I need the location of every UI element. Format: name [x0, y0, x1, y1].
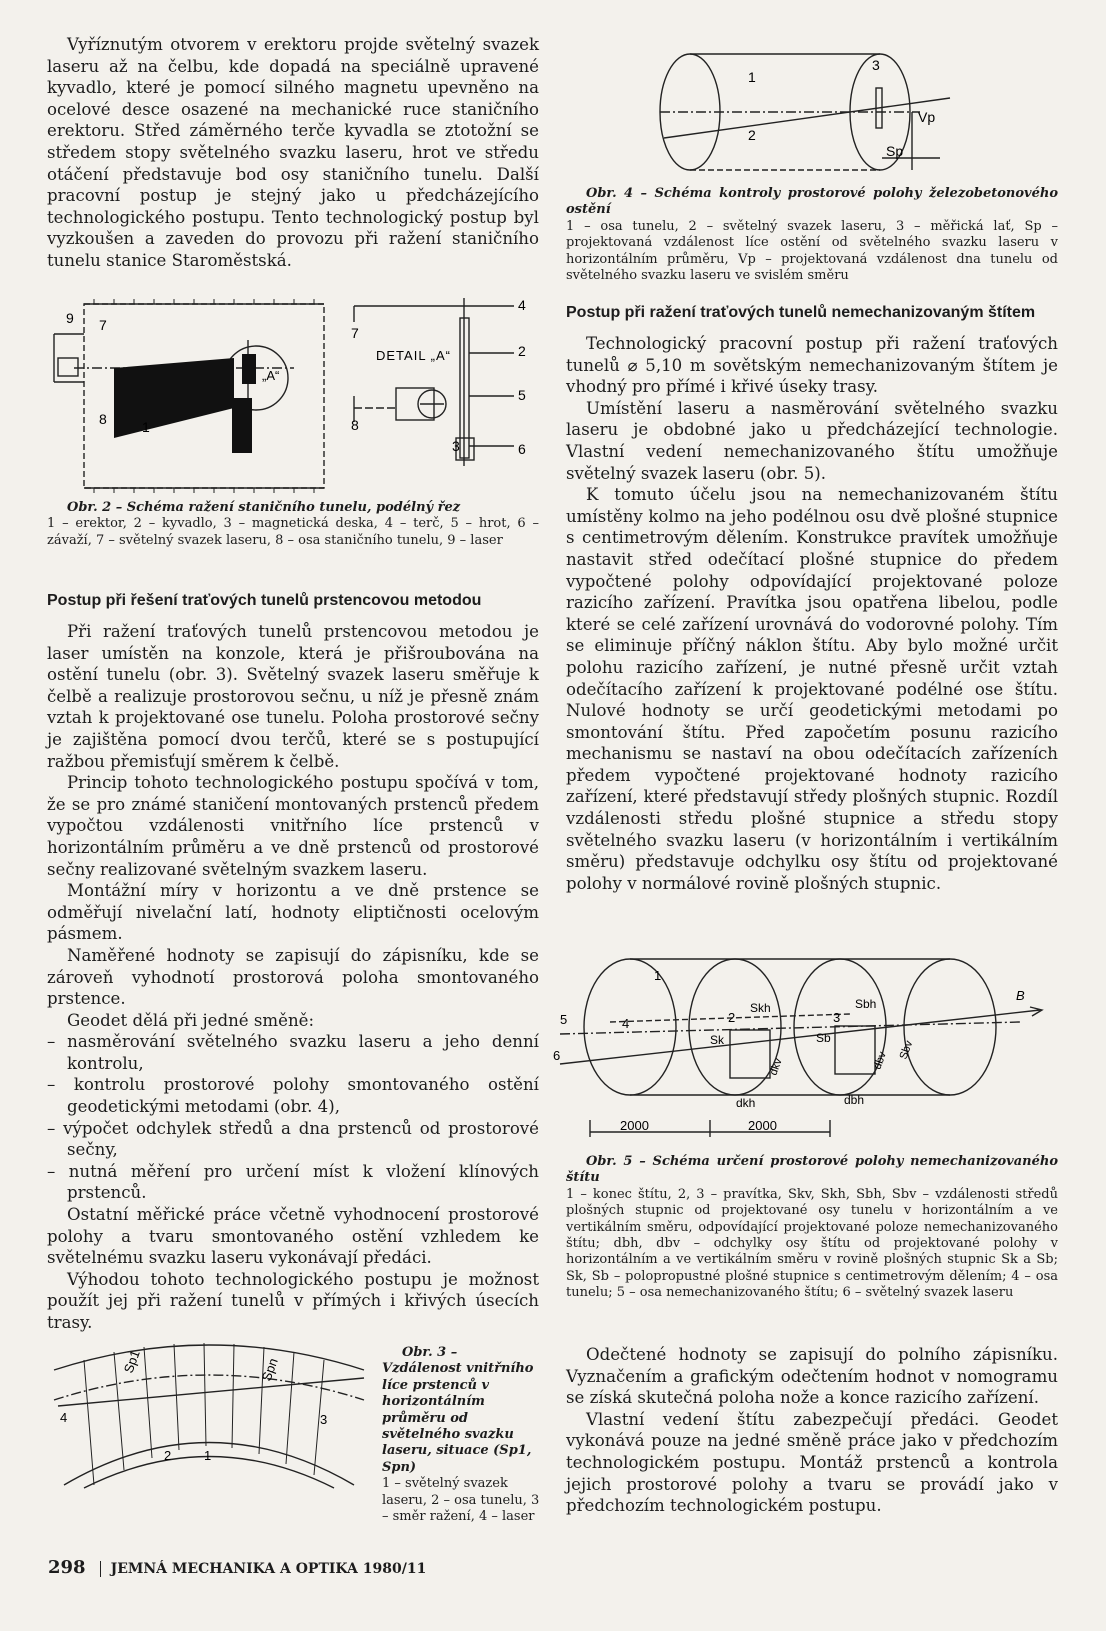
list-item: – výpočet odchylek středů a dna prstenců od prostorové sečny, — [47, 1118, 539, 1161]
paragraph: Umístění laseru a nasměrování světelného svazku laseru je obdobné jako u předcházející technologie. Vlastní vedení nemechanizovaného štítu umožňuje světelný svazek laseru (obr. 5). — [566, 398, 1058, 483]
page-footer — [48, 1557, 426, 1578]
paragraph: K tomuto účelu jsou na nemechanizovaném štítu umístěny kolmo na jeho podélnou osu dvě plošné stupnice s centimetrovým dělením. Konstrukce pravítek umožňuje nastavit střed odečítací plošné stupnice do předem vypočtené polohy odpovídající projektované poloze razicího zařízení. Pravítka jsou opatřena libelou, podle které se celé zařízení urovnává do vodorovné polohy. Tím se eliminuje příčný náklon štítu. Aby bylo možné určit polohu razicího zařízení, je nutné přesně určit vztah odečítacího zařízení k projektované podélné ose štítu. Nulové hodnoty se určí geodetickými metodami po smontování štítu. Před započetím posunu razicího mechanismu se nastaví na obou odečítacích zařízeních předem vypočtené projektované hodnoty razicího zařízení, které představují středy plošných stupnic. Rozdíl vzdálenosti středu plošné stupnice a středu stopy světelného svazku laseru (v horizontálním i vertikálním směru) představuje odchylku osy štítu od projektované polohy v normálové rovině plošných stupnic. — [566, 485, 1058, 893]
figure-4 — [650, 48, 980, 176]
caption-text: 1 – osa tunelu, 2 – světelný svazek laseru, 3 – měřická lať, Sp – projektovaná vzdálenost líce ostění od světelného svazku laseru v horizontálním průměru, Vp – projektovaná vzdálenost dna tunelu od světelného svazku laseru ve svislém směru — [566, 218, 1058, 284]
fig5-label-2: 2 — [728, 1010, 736, 1025]
fig2-label-a: „A“ — [262, 368, 280, 383]
fig5-label-sbv: Sbv — [897, 1039, 916, 1062]
footer-divider — [100, 1561, 101, 1577]
fig2-detail-4: 4 — [518, 298, 526, 313]
figure-2 — [44, 298, 544, 494]
paragraph: Výhodou tohoto technologického postupu je možnost použít jej při ražení tunelů v přímých i křivých úsecích trasy. — [47, 1269, 539, 1332]
fig4-label-1: 1 — [748, 69, 756, 85]
paragraph: Montážní míry v horizontu a ve dně prstence se odměřují nivelační latí, hodnoty eliptičnosti ocelovým pásmem. — [47, 881, 539, 944]
fig3-label-2: 2 — [164, 1448, 172, 1463]
caption-text: 1 – konec štítu, 2, 3 – pravítka, Skv, Skh, Sbh, Sbv – vzdálenosti středů plošných stupnic od projektované osy tunelu v horizontálním a ve vertikálním směru, odpovídající projektované poloze nemechanizovaného štítu; dbh, dbv – odchylky osy štítu od projektované polohy v horizontálním a ve vertikálním směru v rovině plošných stupnic Sk a Sb; Sk, Sb – polopropustné plošné stupnice s centimetrovým dělením; 4 – osa tunelu; 5 – osa nemechanizovaného štítu; 6 – světelný svazek laseru — [566, 1186, 1058, 1301]
fig5-label-skh: Skh — [750, 1001, 771, 1015]
paragraph: Vlastní vedení štítu zabezpečují předáci. Geodet vykonává pouze na jedné směně práce jako v předchozím technologickém postupu. Montáž prstenců a kontrola jejich prostorové polohy a tvaru se provádí jako v předchozím technologickém postupu. — [566, 1409, 1058, 1516]
fig2-detail-6: 6 — [518, 441, 526, 457]
figure-3 — [44, 1330, 374, 1490]
fig5-label-dkh: dkh — [736, 1096, 756, 1110]
paragraph: Při ražení traťových tunelů prstencovou metodou je laser umístěn na konzole, která je přišroubována na ostění tunelu (obr. 3). Světelný svazek laseru směřuje k čelbě a realizuje prostorovou sečnu, u níž je přesně znám vztah k projektované ose tunelu. Poloha prostorové sečny je zajištěna pomocí dvou terčů, které se s postupující ražbou přemisťují směrem k čelbě. — [47, 622, 539, 771]
fig2-label-8: 8 — [99, 411, 107, 427]
fig5-label-3: 3 — [833, 1010, 841, 1025]
task-list — [47, 1031, 539, 1204]
fig5-label-5: 5 — [560, 1012, 568, 1027]
fig3-label-spn: Spn — [258, 1356, 281, 1384]
caption-text: 1 – erektor, 2 – kyvadlo, 3 – magnetická deska, 4 – terč, 5 – hrot, 6 – závaží, 7 – světelný svazek laseru, 8 – osa staničního tunelu, 9 – laser — [47, 516, 539, 548]
fig3-caption — [382, 1345, 540, 1525]
left-section-2 — [47, 590, 539, 1334]
fig2-label-9: 9 — [66, 310, 74, 326]
fig5-label-dkv: dkv — [767, 1056, 785, 1078]
caption-label: Obr. 5 – Schéma určení prostorové polohy nemechanizovaného štítu — [566, 1154, 1058, 1186]
fig2-detail-5: 5 — [518, 387, 526, 403]
fig2-label-7: 7 — [99, 317, 107, 333]
paragraph: Geodet dělá při jedné směně: — [67, 1010, 315, 1030]
fig5-label-dbv: dbv — [871, 1050, 889, 1072]
paragraph: Odečtené hodnoty se zapisují do polního zápisníku. Vyznačením a grafickým odečtením hodnot v nomogramu se získá skutečná poloha nože a konce razicího zařízení. — [566, 1345, 1058, 1408]
fig5-label-dbh: dbh — [844, 1093, 865, 1107]
caption-text: 1 – světelný svazek laseru, 2 – osa tunelu, 3 – směr ražení, 4 – laser — [382, 1476, 540, 1525]
fig3-label-4: 4 — [60, 1410, 68, 1425]
journal-name: JEMNÁ MECHANIKA A OPTIKA 1980/11 — [110, 1561, 427, 1577]
list-item: – kontrolu prostorové polohy smontovaného ostění geodetickými metodami (obr. 4), — [47, 1074, 539, 1117]
page-number: 298 — [48, 1557, 86, 1578]
fig4-label-3: 3 — [872, 57, 880, 73]
fig3-label-1: 1 — [204, 1448, 212, 1463]
fig2-detail-2: 2 — [518, 343, 526, 359]
paragraph: Princip tohoto technologického postupu spočívá v tom, že se pro známé staničení montovaných prstenců předem vypočtou vzdálenosti vnitřního líce prstenců v horizontálním průměru a ve dně prstenců od prostorové sečny realizované světelným svazkem laseru. — [47, 773, 539, 879]
fig5-label-6: 6 — [553, 1048, 561, 1063]
section-heading: Postup při ražení traťových tunelů nemechanizovaným štítem — [566, 304, 1036, 321]
caption-label: Obr. 2 – Schéma ražení staničního tunelu, podélný řez — [67, 500, 461, 515]
fig2-detail-8: 8 — [351, 417, 359, 433]
fig2-label-1: 1 — [142, 419, 150, 435]
fig2-detail-7: 7 — [351, 325, 359, 341]
fig5-label-sb: Sb — [816, 1031, 831, 1045]
fig5-label-4: 4 — [622, 1016, 630, 1031]
fig5-label-sk: Sk — [710, 1033, 725, 1047]
fig4-label-2: 2 — [748, 127, 756, 143]
fig2-caption — [47, 500, 539, 549]
fig2-detail-title: DETAIL „A“ — [376, 348, 452, 363]
paragraph: Vyříznutým otvorem v erektoru projde světelný svazek laseru až na čelbu, kde dopadá na speciálně upravené kyvadlo, které je pomocí silného magnetu upevněno na ocelové desce osazené na mechanické ruce staničního erektoru. Střed záměrného terče kyvadla se ztotožní se středem stopy světelného svazku laseru, hrot ve středu otáčení představuje bod osy staničního tunelu. Další pracovní postup je stejný jako u předcházejícího technologického postupu. Tento technologický postup byl vyzkoušen a zaveden do provozu při ražení staničního tunelu stanice Staroměstská. — [47, 35, 539, 270]
fig4-caption — [566, 186, 1058, 284]
fig5-label-sbh: Sbh — [855, 997, 877, 1011]
paragraph: Technologický pracovní postup při ražení traťových tunelů ⌀ 5,10 m sovětským nemechanizovaným štítem je vhodný pro přímé i křivé úseky trasy. — [566, 334, 1058, 397]
paragraph: Ostatní měřické práce včetně vyhodnocení prostorové polohy a tvaru smontovaného ostění vzhledem ke světelnému svazku laseru vykonávají předáci. — [47, 1205, 539, 1268]
fig3-label-3: 3 — [320, 1412, 328, 1427]
fig5-label-b: B — [1016, 988, 1025, 1003]
fig5-dim-1: 2000 — [620, 1118, 649, 1133]
fig5-label-1: 1 — [654, 968, 662, 983]
fig5-dim-2: 2000 — [748, 1118, 777, 1133]
fig4-label-vp: Vp — [918, 109, 936, 125]
list-item: – nutná měření pro určení míst k vložení klínových prstenců. — [47, 1161, 539, 1204]
right-section — [566, 302, 1058, 894]
paragraph: Naměřené hodnoty se zapisují do zápisníku, kde se zároveň vyhodnotí prostorová poloha smontovaného prstence. — [47, 945, 539, 1009]
fig3-label-sp1: Sp1 — [120, 1348, 143, 1376]
section-heading: Postup při řešení traťových tunelů prstencovou metodou — [47, 592, 482, 609]
fig4-label-sp: Sp — [886, 143, 904, 159]
right-closing — [566, 1344, 1058, 1517]
left-intro — [47, 34, 539, 272]
caption-label: Obr. 4 – Schéma kontroly prostorové polohy železobetonového ostění — [566, 186, 1058, 218]
figure-5 — [550, 952, 1060, 1148]
caption-label: Obr. 3 – Vzdálenost vnitřního líce prstenců v horizontálním průměru od světelného svazku laseru, situace (Sp1, Spn) — [382, 1345, 534, 1475]
fig2-detail-3: 3 — [452, 438, 460, 454]
fig5-caption — [566, 1154, 1058, 1302]
list-item: – nasměrování světelného svazku laseru a jeho denní kontrolu, — [47, 1031, 539, 1074]
